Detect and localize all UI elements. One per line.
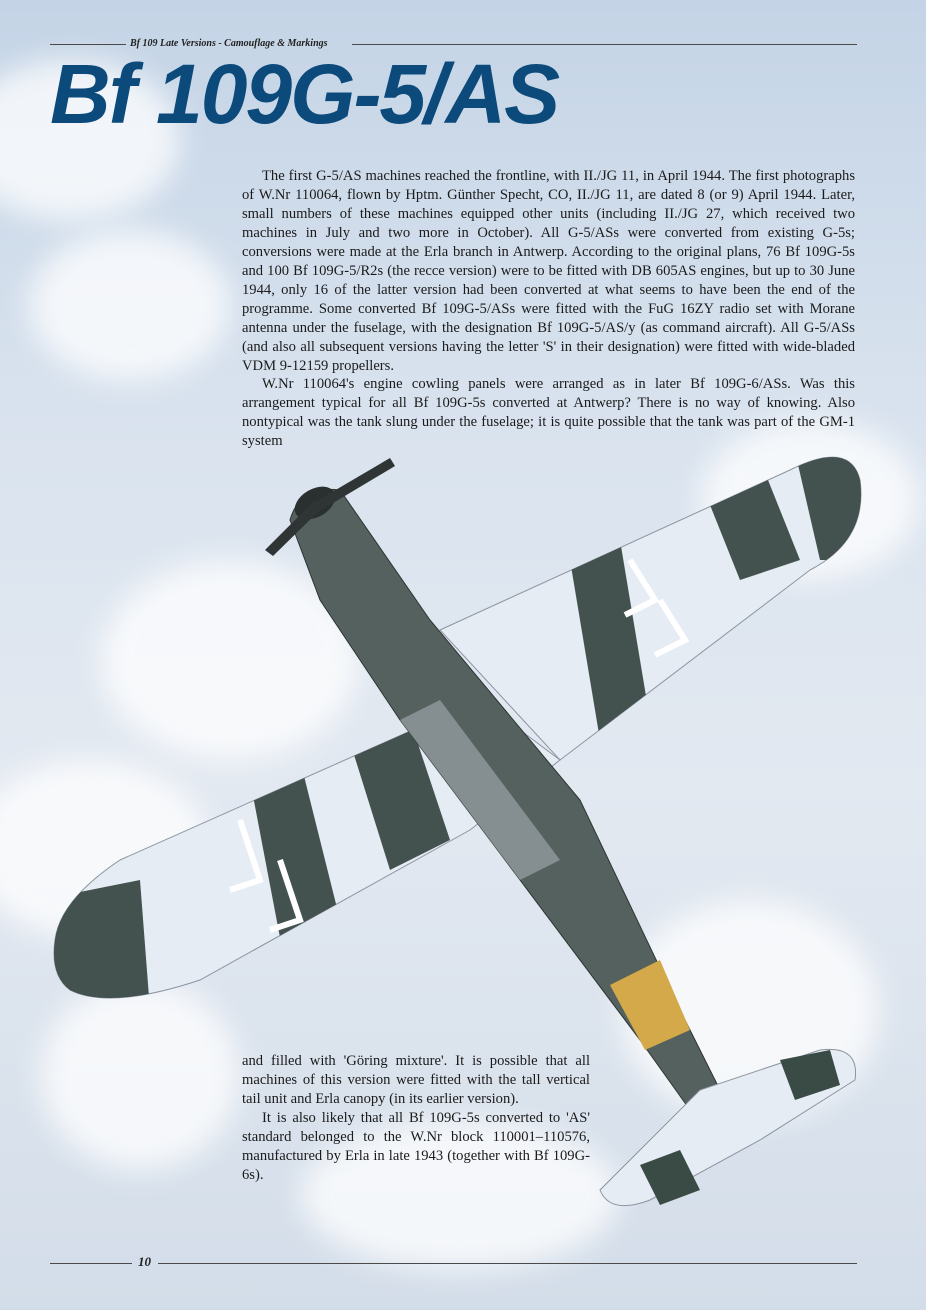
running-header: Bf 109 Late Versions - Camouflage & Markings <box>130 38 328 49</box>
paragraph-4: It is also likely that all Bf 109G-5s converted to 'AS' standard belonged to the W.Nr block 110001–110576, manufactured by Erla in late 1943 (together with Bf 109G-6s). <box>242 1110 590 1183</box>
page-number: 10 <box>138 1254 151 1269</box>
paragraph-2: W.Nr 110064's engine cowling panels were arranged as in later Bf 109G-6/ASs. Was this arrangement typical for all Bf 109G-5s converted at Antwerp? There is no way of knowing. Also nontypical was the tank slung under the fuselage; it is quite possible that the tank was part of the GM-1 system <box>242 376 855 449</box>
page-title: Bf 109G-5/AS <box>50 47 559 141</box>
paragraph-1: The first G-5/AS machines reached the frontline, with II./JG 11, in April 1944. The first photographs of W.Nr 110064, flown by Hptm. Günther Specht, CO, II./JG 11, are dated 8 (or 9) April 1944. Later, small numbers of these machines equipped other units (including II./JG 27, which received two machines in July and two more in October). All G-5/ASs were converted from existing G-5s; conversions were made at the Erla branch in Antwerp. According to the original plans, 76 Bf 109G-5s and 100 Bf 109G-5/R2s (the recce version) were to be fitted with DB 605AS engines, but up to 30 June 1944, only 16 of the latter version had been converted at what seems to have been the end of the programme. Some converted Bf 109G-5/ASs were fitted with the FuG 16ZY radio set with Morane antenna under the fuselage, with the designation Bf 109G-5/AS/y (as command aircraft). All G-5/ASs (and also all subsequent versions having the letter 'S' in their designation) were fitted with wide-bladed VDM 9-12159 propellers. <box>242 168 855 374</box>
paragraph-3: and filled with 'Göring mixture'. It is possible that all machines of this version were fitted with the tall vertical tail unit and Erla canopy (in its earlier version). <box>242 1053 590 1107</box>
footer-rule-left <box>50 1263 132 1264</box>
footer-rule-right <box>158 1263 857 1264</box>
